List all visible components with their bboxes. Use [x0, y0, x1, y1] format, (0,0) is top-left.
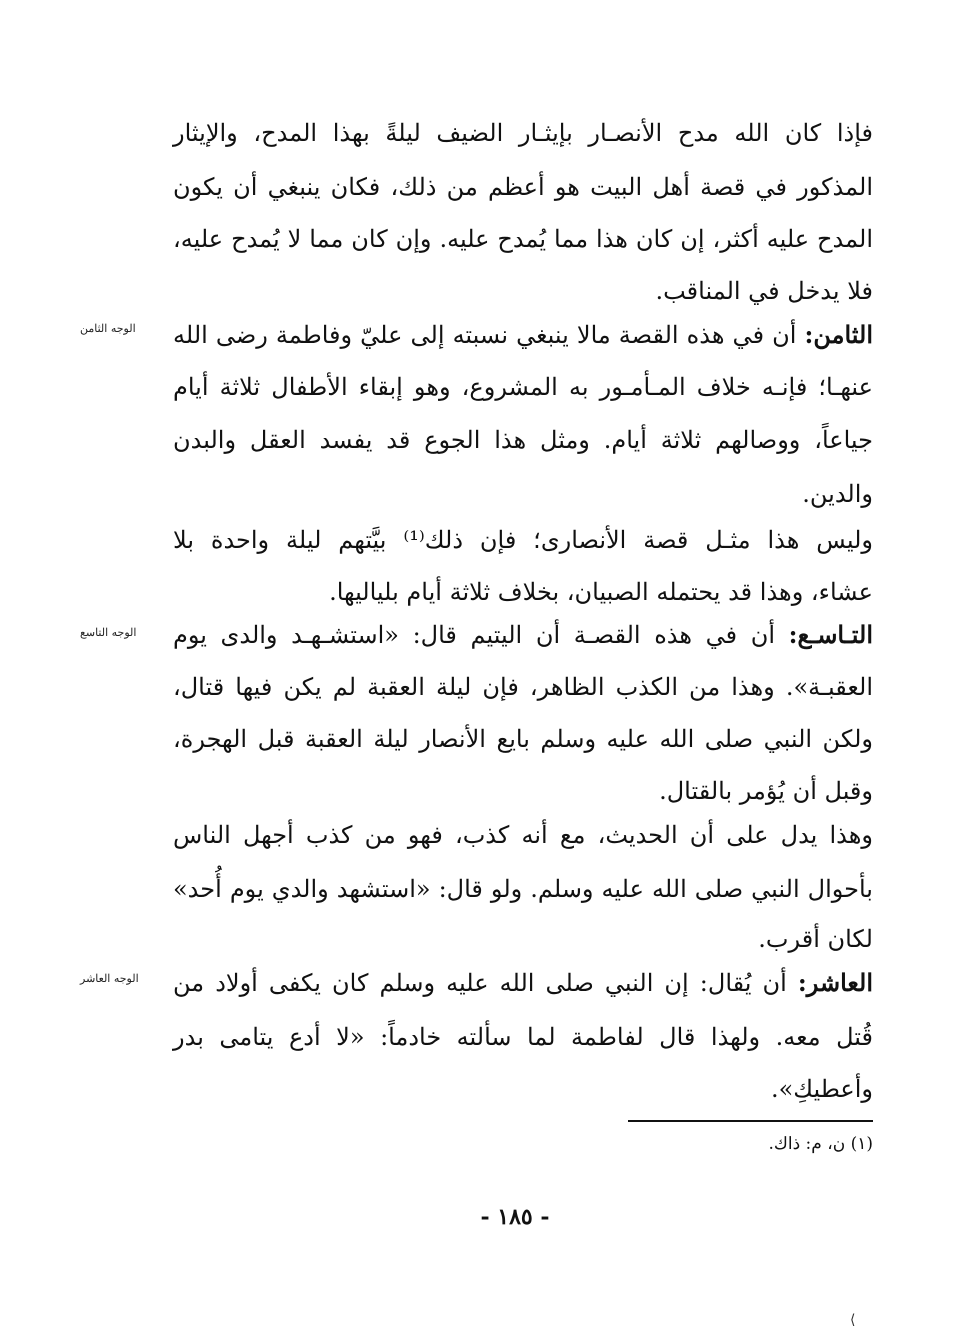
section-heading-tenth: العاشر: [797, 968, 873, 997]
text-line-10: عشاء، وهذا قد يحتمله الصبيان، بخلاف ثلاثة أيام بلياليها. [329, 578, 873, 606]
text-line-8: والدين. [802, 480, 873, 508]
section-text-ninth: أن في هذه القصـة أن اليتيم قال: «استشـهـد والدى يوم [173, 621, 789, 649]
section-text-tenth: أن يُقال: إن النبي صلى الله عليه وسلم كان يكفى أولاد من [173, 969, 798, 997]
text-line-11 [173, 618, 873, 652]
text-line-15: وهذا يدل على أن الحديث، مع أنه كذب، فهو من كذب أجهل الناس [173, 821, 873, 849]
section-text-eighth: أن في هذه القصة مالا ينبغي نسبته إلى عليّ وفاطمة رضى الله [173, 321, 805, 349]
text-line-14: وقبل أن يُؤمر بالقتال. [659, 777, 873, 805]
text-line-17: لكان أقرب. [758, 925, 873, 953]
text-line-7: جياعاً، ووصالهم ثلاثة أيام. ومثل هذا الجوع قد يفسد العقل والبدن [173, 426, 873, 454]
text-line-4: فلا يدخل في المناقب. [655, 277, 873, 305]
text-line-5 [173, 318, 873, 352]
text-line-6: عنهـا؛ فإنـه خلاف المـأمـور به المشروع، وهو إبقاء الأطفال ثلاثة أيام [173, 373, 873, 401]
text-line-19: قُتل معه. ولهذا قال لفاطمة لما سألته خادماً: «لا أدع يتامى بدر [173, 1023, 873, 1051]
section-heading-eighth: الثامن: [804, 320, 873, 349]
section-heading-ninth: التـاسـع: [788, 620, 873, 649]
text-line-16: بأحوال النبي صلى الله عليه وسلم. ولو قال: «استشهد والدي يوم أُحد» [173, 875, 873, 903]
text-line-12: العقبـة». وهذا من الكذب الظاهر، فإن ليلة العقبة لم يكن فيها قتال، [173, 673, 873, 701]
page-number: - ١٨٥ - [480, 1204, 550, 1230]
margin-note-eighth: الوجه الثامن [80, 322, 136, 335]
text-line-2: المذكور في قصة أهل البيت هو أعظم من ذلك، فكان ينبغي أن يكون [173, 173, 873, 201]
margin-note-tenth: الوجه العاشر [80, 972, 139, 985]
text-line-9: وليس هذا مثـل قصة الأنصارى؛ فإن ذلك⁽¹⁾ بيَّتهم ليلة واحدة بلا [173, 526, 873, 554]
scan-mark: ⟨ [850, 1312, 856, 1328]
text-line-1: فإذا كان الله مدح الأنصـار بإيثـار الضيف ليلةً بهذا المدح، والإيثار [173, 119, 874, 147]
footnote-divider [628, 1120, 873, 1122]
text-line-18 [173, 966, 873, 1000]
margin-note-ninth: الوجه التاسع [80, 626, 137, 639]
text-line-13: ولكن النبي صلى الله عليه وسلم بايع الأنصار ليلة العقبة قبل الهجرة، [173, 725, 873, 753]
text-line-20: وأعطيكِ». [770, 1075, 873, 1103]
footnote: (١) ن، م: ذاك. [768, 1134, 873, 1154]
text-line-3: المدح عليه أكثر، إن كان هذا مما يُمدح عليه. وإن كان مما لا يُمدح عليه، [173, 225, 873, 253]
